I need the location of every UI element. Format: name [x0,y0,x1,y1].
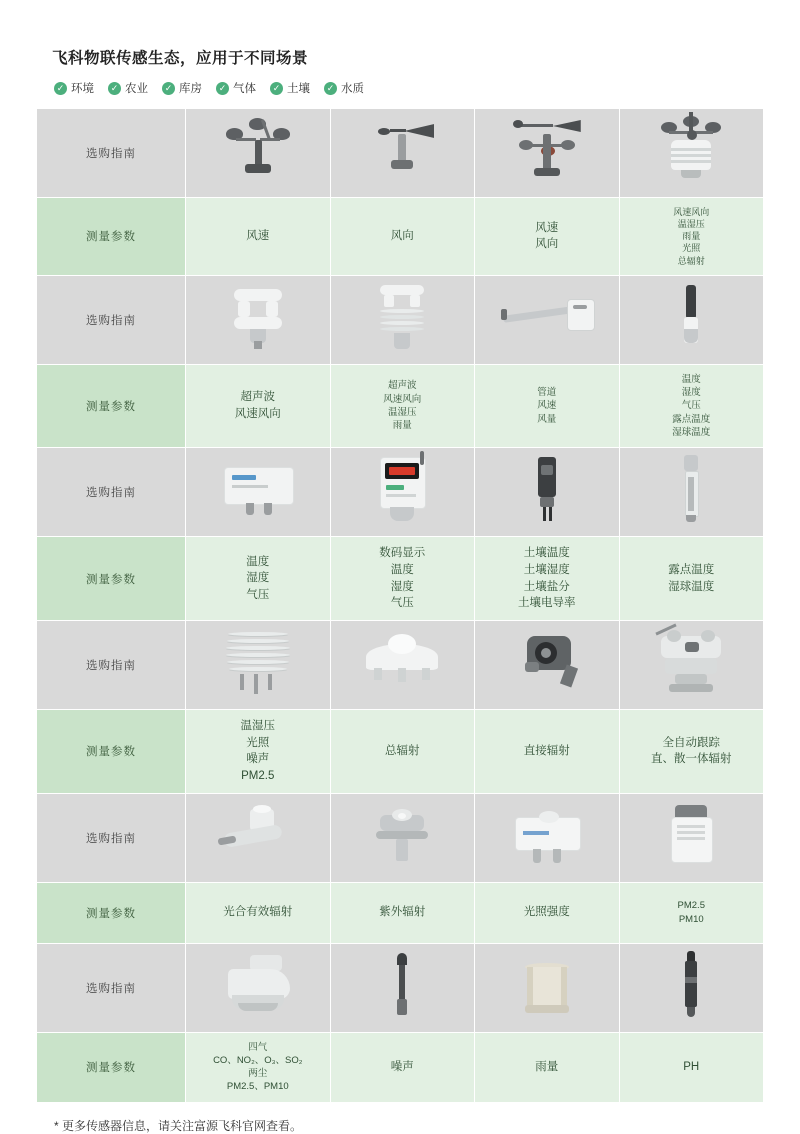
table-row [37,448,764,537]
cup-anemometer-icon [186,116,330,190]
cell-image-wind-speed-direction-combo [475,109,620,198]
tag-item [162,80,202,96]
table-row [37,620,764,709]
param-line: 光照 [682,243,701,254]
param-line: 湿球温度 [668,580,715,593]
multi-element-shield-icon [186,628,330,702]
param-line: 湿度 [246,572,270,585]
param-line: 风量 [537,413,557,425]
param-line: 温湿压 [677,219,705,230]
cell-image-noise-sensor [330,943,475,1032]
cell-image-direct-radiation-sensor [475,620,620,709]
temp-humidity-probe-icon [620,283,764,357]
param-line: PM2.5 [677,900,705,912]
cell-param [475,198,620,276]
table-row [37,537,764,621]
cell-image-pm-sensor [619,793,764,882]
cell-image-multi-element-shield [186,620,331,709]
table-row [37,1032,764,1102]
cell-param [619,882,764,943]
tag-label: 环境 [71,83,94,95]
row-label-image: 选购指南 [37,943,186,1032]
cell-image-total-radiation-sensor [330,620,475,709]
param-line: PM2.5、PM10 [226,1081,289,1093]
row-label-param: 测量参数 [37,537,186,621]
row-label-param: 测量参数 [37,882,186,943]
cell-param [186,709,331,793]
table-row [37,793,764,882]
param-line: 噪声 [390,1060,414,1073]
cell-param [330,1032,475,1102]
row-label-image: 选购指南 [37,448,186,537]
noise-sensor-icon [331,951,475,1025]
param-line: 风向 [535,238,559,251]
param-line: 光照强度 [523,906,570,919]
wind-vane-icon [331,116,475,190]
cell-param [330,537,475,621]
row-label-param: 测量参数 [37,364,186,447]
cell-image-ultrasonic-weather-station [619,109,764,198]
cell-image-duct-wind-sensor [475,275,620,364]
param-line: 总辐射 [385,744,420,757]
param-line: 风向 [390,230,414,243]
pm-sensor-icon [620,801,764,875]
cell-param [186,364,331,447]
cell-param [186,198,331,276]
param-line: PH [683,1060,700,1073]
cell-image-cup-anemometer [186,109,331,198]
cell-param [330,882,475,943]
wall-mount-transmitter-icon [186,455,330,529]
param-line: 土壤温度 [523,547,570,560]
cell-param [186,537,331,621]
param-line: 温湿压 [387,406,417,418]
cell-param [619,709,764,793]
param-line: 气压 [246,588,270,601]
param-line: 直、散一体辐射 [651,753,732,766]
rain-gauge-icon [475,951,619,1025]
row-label-param: 测量参数 [37,709,186,793]
duct-wind-sensor-icon [475,283,619,357]
param-line: 光照 [246,736,270,749]
row-label-image: 选购指南 [37,620,186,709]
param-line: 风速风向 [383,393,422,405]
param-line: 湿度 [390,580,414,593]
param-line: 露点温度 [672,413,711,425]
ultrasonic-weather-station-icon [620,116,764,190]
table-row [37,943,764,1032]
footnote: * 更多传感器信息，请关注富源飞科官网查看。 [54,1118,303,1133]
param-line: 总辐射 [677,255,705,266]
param-line: 温度 [246,555,270,568]
cell-image-par-sensor [186,793,331,882]
wind-speed-direction-combo-icon [475,116,619,190]
param-line: 温湿压 [240,719,275,732]
total-radiation-sensor-icon [331,628,475,702]
param-line: 超声波 [240,391,275,404]
check-icon: ✓ [324,82,337,95]
cell-image-gas-sensor-hood [186,943,331,1032]
cell-param [475,537,620,621]
param-line: 直接辐射 [523,744,570,757]
cell-param [186,882,331,943]
gas-sensor-hood-icon [186,951,330,1025]
check-icon: ✓ [270,82,283,95]
cell-param [475,364,620,447]
cell-param [330,198,475,276]
table-row [37,882,764,943]
param-line: 温度 [390,563,414,576]
tag-label: 气体 [233,83,256,95]
param-line: 四气 [248,1041,268,1053]
tag-item [216,80,256,96]
row-label-image: 选购指南 [37,275,186,364]
check-icon: ✓ [216,82,229,95]
cell-image-illuminance-sensor [475,793,620,882]
param-line: 雨量 [392,420,412,432]
page-title: 飞科物联传感生态，应用于不同场景 [52,50,309,67]
illuminance-sensor-icon [475,801,619,875]
cell-image-dew-point-probe [619,448,764,537]
param-line: 雨量 [682,231,701,242]
param-line: 风速 [246,230,270,243]
cell-image-digital-display-transmitter [330,448,475,537]
cell-image-ph-probe [619,943,764,1032]
param-line: 气压 [681,400,701,412]
table-row [37,109,764,198]
table-row [37,709,764,793]
table-row [37,364,764,447]
digital-display-transmitter-icon [331,455,475,529]
param-line: 风速风向 [673,207,710,217]
param-line: 露点温度 [668,563,715,576]
cell-param [619,537,764,621]
row-label-param: 测量参数 [37,198,186,276]
tag-label: 库房 [179,83,202,95]
param-line: 土壤湿度 [523,563,570,576]
cell-param [186,1032,331,1102]
param-line: 管道 [537,387,557,398]
param-line: 雨量 [535,1060,559,1073]
ultrasonic-weather-multi-icon [331,283,475,357]
tag-item [270,80,310,96]
cell-param [475,709,620,793]
param-line: 数码显示 [379,547,426,560]
cell-param [475,1032,620,1102]
cell-param [619,364,764,447]
param-line: 土壤盐分 [523,580,570,593]
cell-image-uv-radiation-sensor [330,793,475,882]
check-icon: ✓ [54,82,67,95]
sun-tracker-icon [620,628,764,702]
table-row [37,275,764,364]
cell-image-wall-mount-transmitter [186,448,331,537]
cell-param [619,198,764,276]
param-line: CO、NO₂、O₃、SO₂ [213,1054,303,1066]
param-line: 风速风向 [234,407,281,420]
cell-param [330,709,475,793]
tag-item [54,80,94,96]
param-line: 风速 [535,221,559,234]
row-label-param: 测量参数 [37,1032,186,1102]
tag-list [54,80,764,96]
param-line: PM10 [678,913,704,925]
check-icon: ✓ [162,82,175,95]
cell-image-rain-gauge [475,943,620,1032]
param-line: 温度 [681,373,701,385]
cell-image-ultrasonic-weather-multi [330,275,475,364]
param-line: 紫外辐射 [379,906,426,919]
param-line: 光合有效辐射 [223,906,293,919]
par-sensor-icon [186,801,330,875]
tag-label: 农业 [125,83,148,95]
check-icon: ✓ [108,82,121,95]
param-line: 全自动跟踪 [662,736,720,749]
cell-image-soil-probe [475,448,620,537]
cell-param [330,364,475,447]
ph-probe-icon [620,951,764,1025]
row-label-image: 选购指南 [37,109,186,198]
direct-radiation-sensor-icon [475,628,619,702]
param-line: 湿球温度 [672,426,711,438]
cell-param [475,882,620,943]
param-line: 风速 [537,400,557,412]
param-line: 气压 [390,597,414,610]
soil-probe-icon [475,455,619,529]
cell-image-sun-tracker [619,620,764,709]
sensor-matrix-table [36,108,764,1103]
param-line: 土壤电导率 [518,597,576,610]
param-line: 超声波 [387,380,417,392]
table-row [37,198,764,276]
cell-param [619,1032,764,1102]
uv-radiation-sensor-icon [331,801,475,875]
tag-item [324,80,364,96]
tag-label: 土壤 [287,83,310,95]
param-line: 两尘 [248,1068,268,1080]
ultrasonic-wind-sensor-icon [186,283,330,357]
tag-item [108,80,148,96]
param-line: 噪声 [246,753,270,766]
param-line: PM2.5 [241,769,275,782]
row-label-image: 选购指南 [37,793,186,882]
cell-image-wind-vane [330,109,475,198]
dew-point-probe-icon [620,455,764,529]
cell-image-ultrasonic-wind-sensor [186,275,331,364]
cell-image-temp-humidity-probe [619,275,764,364]
param-line: 湿度 [681,387,701,398]
tag-label: 水质 [341,83,364,95]
